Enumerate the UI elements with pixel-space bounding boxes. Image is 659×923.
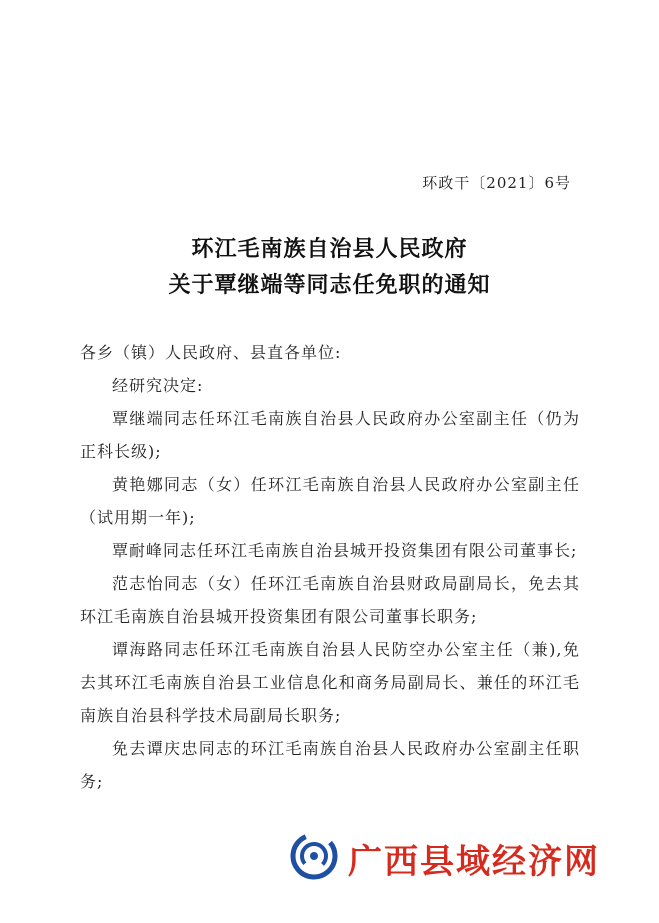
watermark-text: 广西县域经济网 [348,841,600,882]
paragraph-appointment: 覃继端同志任环江毛南族自治县人民政府办公室副主任（仍为正科长级); [80,409,580,461]
paragraph-decision: 经研究决定: [112,376,204,395]
paragraph-appointment: 覃耐峰同志任环江毛南族自治县城开投资集团有限公司董事长; [112,541,578,560]
paragraph-appointment: 谭海路同志任环江毛南族自治县人民防空办公室主任（兼),免去其环江毛南族自治县工业信息化和商务局副局长、兼任的环江毛南族自治县科学技术局副局长职务; [80,640,580,725]
title-line-2: 关于覃继端等同志任免职的通知 [168,272,491,298]
paragraph-removal: 免去谭庆忠同志的环江毛南族自治县人民政府办公室副主任职务; [80,739,580,791]
document-number: 环政干〔2021〕6号 [422,174,571,192]
paragraph-appointment: 黄艳娜同志（女）任环江毛南族自治县人民政府办公室副主任（试用期一年); [80,475,580,527]
paragraph-appointment: 范志怡同志（女）任环江毛南族自治县财政局副局长，免去其环江毛南族自治县城开投资集团有限公司董事长职务; [80,574,580,626]
salutation: 各乡（镇）人民政府、县直各单位: [80,343,342,362]
document-body [80,336,580,798]
watermark [290,830,600,886]
title-line-1: 环江毛南族自治县人民政府 [191,236,468,262]
swirl-logo-icon [290,832,338,884]
